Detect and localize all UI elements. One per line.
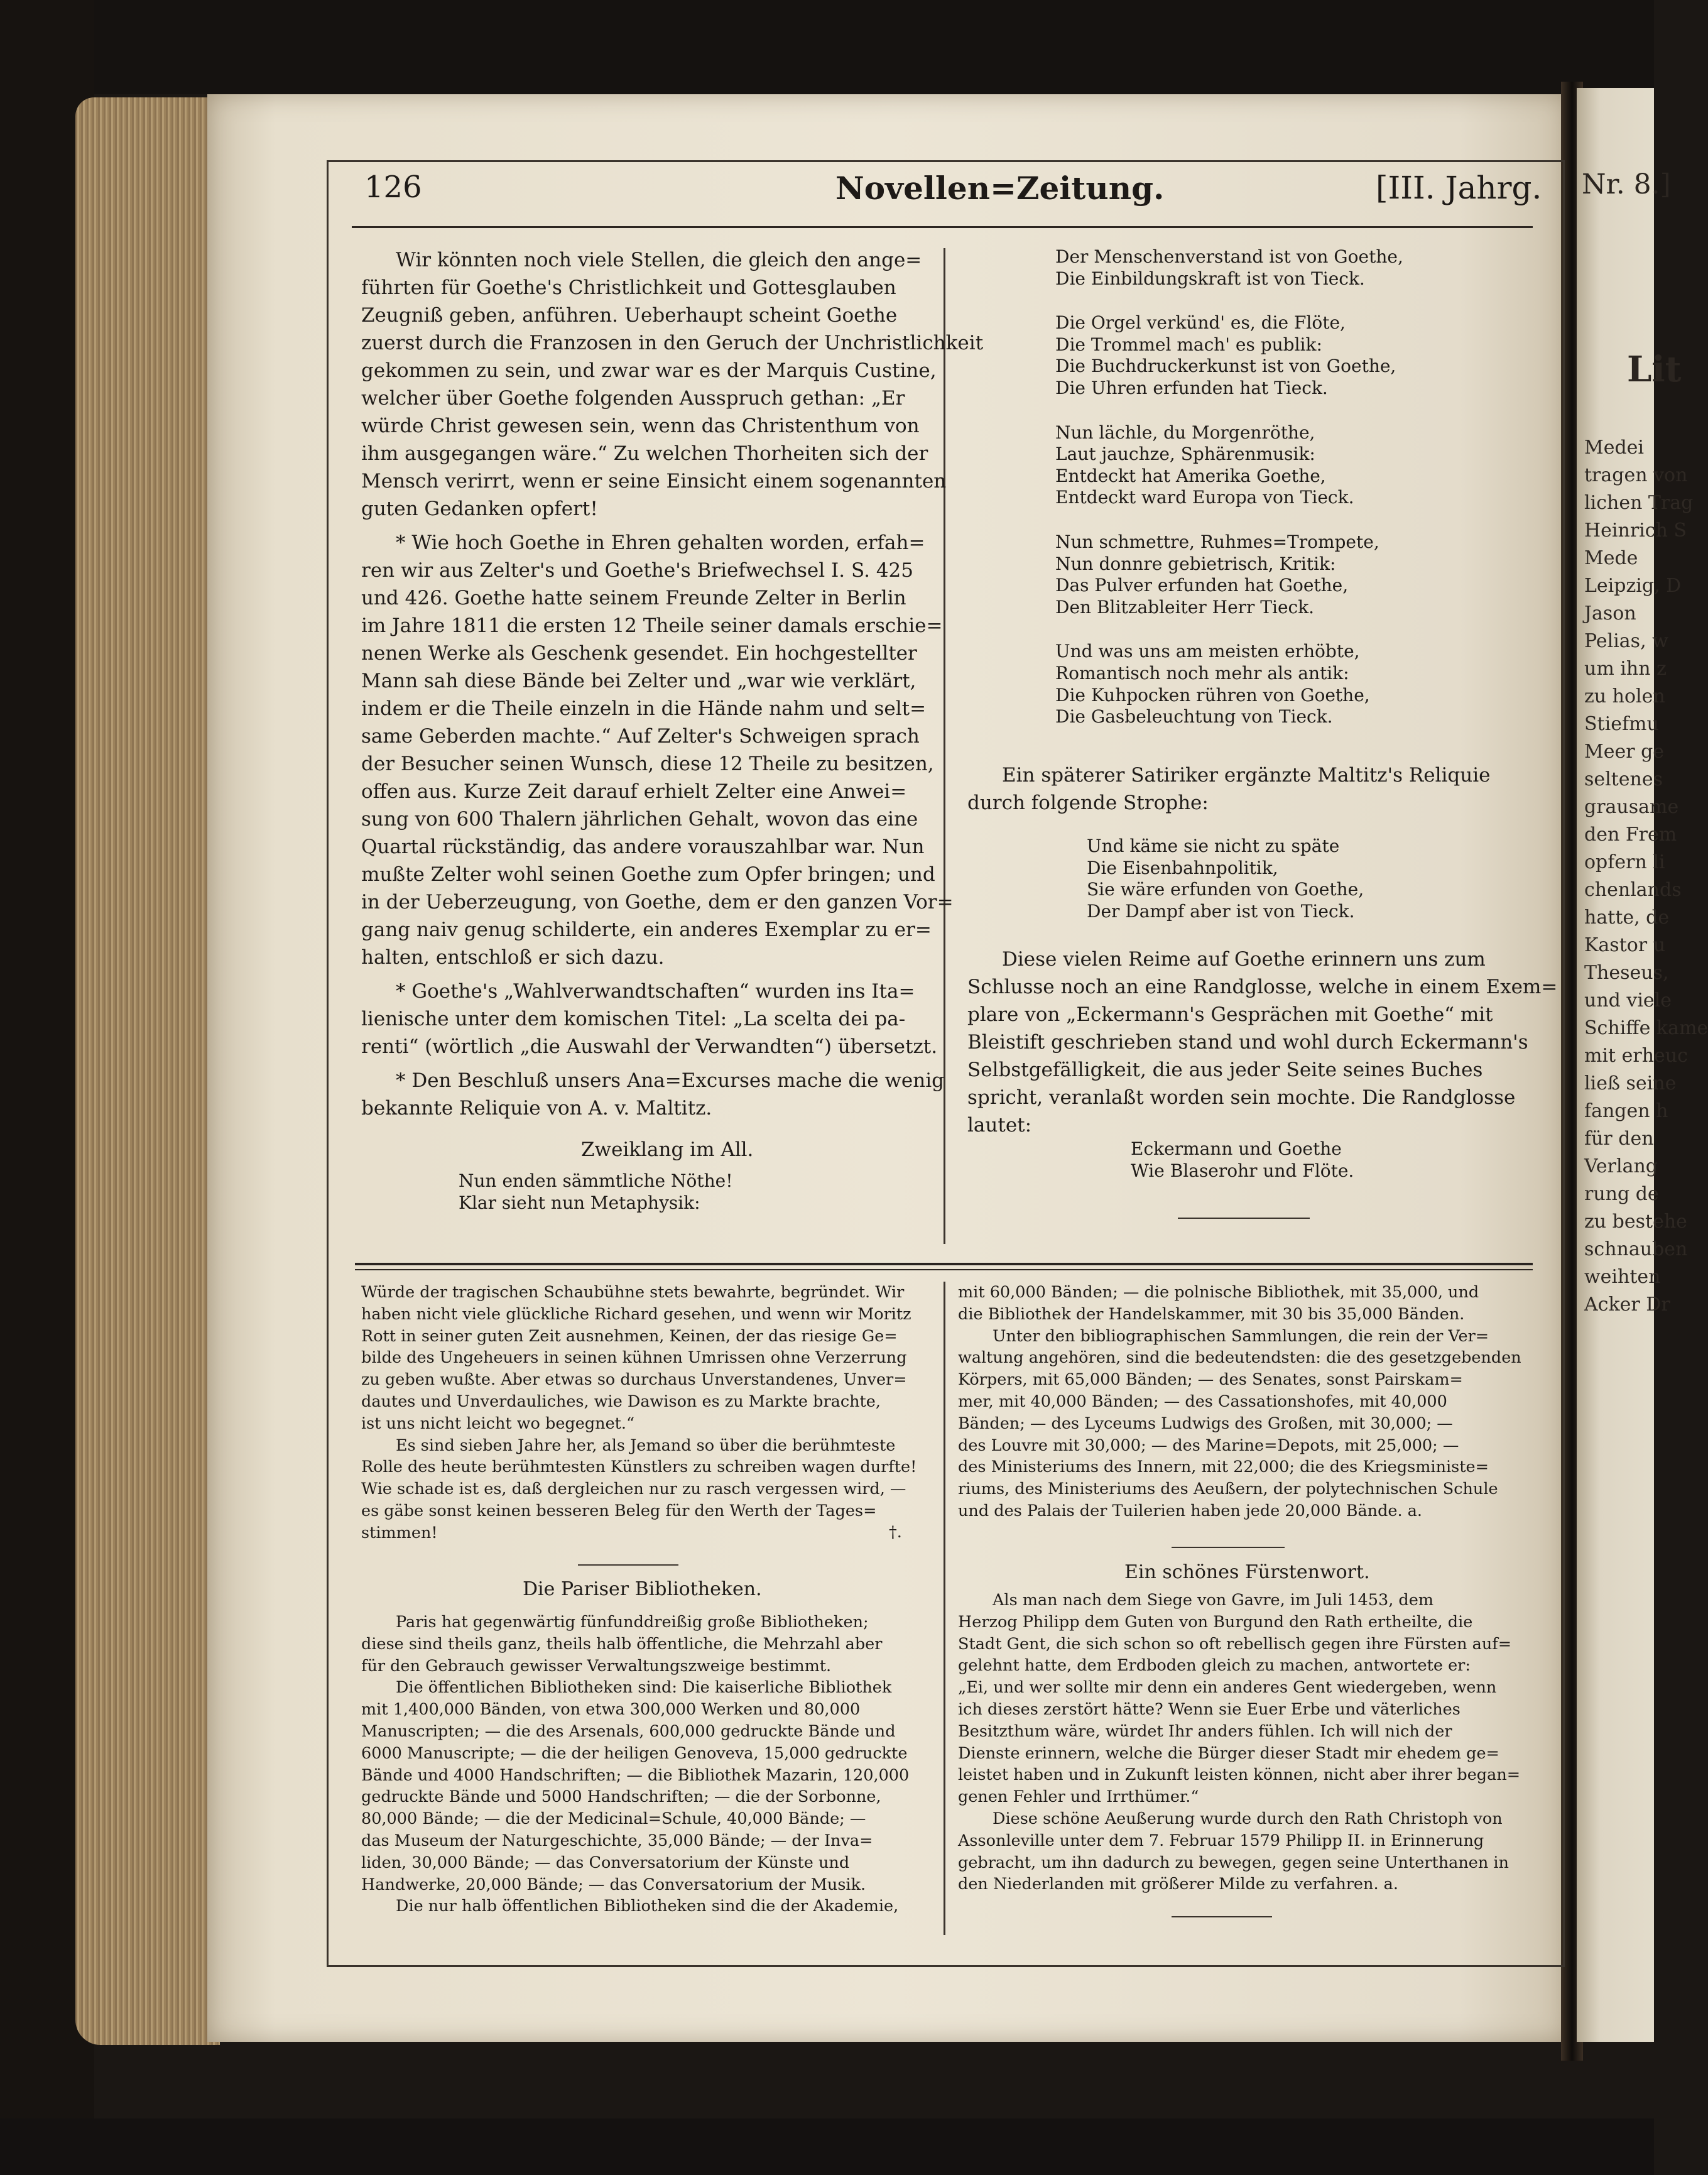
text-line: im Jahre 1811 die ersten 12 Theile seiner damals erschie= xyxy=(361,614,943,637)
next-page-text-fragment: Stiefmu xyxy=(1584,713,1659,735)
text-line: same Geberden machte.“ Auf Zelter's Schweigen sprach xyxy=(361,725,920,748)
text-line: Paris hat gegenwärtig fünfunddreißig große Bibliotheken; xyxy=(396,1613,869,1632)
text-line: Stadt Gent, die sich schon so oft rebellisch gegen ihre Fürsten auf= xyxy=(958,1634,1512,1654)
next-page-text-fragment: chenlands xyxy=(1584,879,1682,901)
text-line: Diese vielen Reime auf Goethe erinnern uns zum xyxy=(1002,948,1486,971)
next-page-text-fragment: zu holen xyxy=(1584,685,1665,707)
text-line: Schlusse noch an eine Randglosse, welche in einem Exem= xyxy=(967,976,1558,998)
text-line: gelehnt hatte, dem Erdboden gleich zu machen, antwortete er: xyxy=(958,1656,1471,1676)
text-line: Der Menschenverstand ist von Goethe, xyxy=(1055,246,1403,267)
poem-stanza xyxy=(1055,422,1403,509)
text-line: Mensch verirrt, wenn er seine Einsicht einem sogenannten xyxy=(361,470,947,493)
text-line: den Niederlanden mit größerer Milde zu verfahren. a. xyxy=(958,1875,1398,1894)
text-line: Die Buchdruckerkunst ist von Goethe, xyxy=(1055,356,1396,377)
text-line: Die Eisenbahnpolitik, xyxy=(1087,857,1278,878)
text-line: indem er die Theile einzeln in die Hände nahm und selt= xyxy=(361,697,927,720)
next-page-text-fragment: Verlang xyxy=(1584,1155,1658,1177)
right-bottom-column xyxy=(958,1282,1521,1522)
text-line: Wie Blaserohr und Flöte. xyxy=(1131,1160,1354,1181)
text-line: sung von 600 Thalern jährlichen Gehalt, wovon das eine xyxy=(361,808,918,831)
text-line: Nun enden sämmtliche Nöthe! xyxy=(459,1170,733,1191)
section-divider xyxy=(355,1263,1533,1265)
text-line: Und was uns am meisten erhöbte, xyxy=(1055,641,1360,662)
text-line: und des Palais der Tuilerien haben jede 20,000 Bände. a. xyxy=(958,1501,1423,1520)
text-line: Den Blitzableiter Herr Tieck. xyxy=(1055,596,1315,618)
next-page-text-fragment: fangen h xyxy=(1584,1100,1668,1122)
text-line: Rolle des heute berühmtesten Künstlers zu schreiben wagen durfte! xyxy=(361,1458,917,1477)
text-line: * Goethe's „Wahlverwandtschaften“ wurden ins Ita= xyxy=(396,980,915,1003)
next-page-text-fragment: für den xyxy=(1584,1128,1654,1150)
left-top-column xyxy=(361,246,983,1214)
text-line: Eckermann und Goethe xyxy=(1131,1138,1342,1159)
text-line: Die Einbildungskraft ist von Tieck. xyxy=(1055,268,1365,289)
text-line: offen aus. Kurze Zeit darauf erhielt Zelter eine Anwei= xyxy=(361,780,907,803)
text-line: durch folgende Strophe: xyxy=(967,792,1209,814)
text-line: renti“ (wörtlich „die Auswahl der Verwandten“) übersetzt. xyxy=(361,1035,938,1058)
text-line: würde Christ gewesen sein, wenn das Christenthum von xyxy=(361,415,920,437)
next-page-header: Nr. 8.] xyxy=(1582,168,1671,200)
next-page-text-fragment: Kastor u xyxy=(1584,934,1666,956)
ornament-rule xyxy=(1172,1916,1272,1917)
section-heading: Ein schönes Fürstenwort. xyxy=(1124,1561,1370,1583)
text-line: Bänden; — des Lyceums Ludwigs des Großen, mit 30,000; — xyxy=(958,1414,1453,1433)
left-paragraph xyxy=(361,978,983,1060)
backdrop xyxy=(0,0,1654,94)
text-line: „Ei, und wer sollte mir denn ein anderes Gent wiedergeben, wenn xyxy=(958,1678,1497,1698)
text-line: gekommen zu sein, und zwar war es der Marquis Custine, xyxy=(361,359,937,382)
next-page-text-fragment: um ihn z xyxy=(1584,658,1667,680)
text-line: Manuscripten; — die des Arsenals, 600,000 gedruckte Bände und xyxy=(361,1721,896,1741)
page-title: Novellen=Zeitung. xyxy=(835,170,1165,207)
text-line: Bände und 4000 Handschriften; — die Bibliothek Mazarin, 120,000 xyxy=(361,1765,910,1785)
next-page-text-fragment: Heinrich S xyxy=(1584,520,1687,542)
next-page-text-fragment: tragen von xyxy=(1584,464,1688,486)
text-line: Das Pulver erfunden hat Goethe, xyxy=(1055,575,1349,596)
text-line: lautet: xyxy=(967,1114,1032,1137)
right-top-poem xyxy=(1055,246,1403,728)
poem-stanza xyxy=(1087,836,1364,922)
text-line: mußte Zelter wohl seinen Goethe zum Opfer bringen; und xyxy=(361,863,935,886)
next-page-text-fragment: Jason xyxy=(1584,602,1636,624)
next-page-text-fragment: Medei xyxy=(1584,437,1645,459)
text-line: spricht, veranlaßt worden sein mochte. Die Randglosse xyxy=(967,1086,1516,1109)
header-rule xyxy=(352,226,1533,228)
next-page-text-fragment: Theseus, xyxy=(1584,962,1669,984)
section-divider-thin xyxy=(355,1269,1533,1270)
text-line: liden, 30,000 Bände; — das Conversatorium der Künste und xyxy=(361,1853,850,1872)
text-line: waltung angehören, sind die bedeutendsten: die des gesetzgebenden xyxy=(958,1348,1521,1368)
text-line: Und käme sie nicht zu späte xyxy=(1087,836,1340,856)
next-page-text-fragment: zu bestehe xyxy=(1584,1211,1687,1233)
right-paragraph xyxy=(958,1589,1520,1808)
text-line: * Wie hoch Goethe in Ehren gehalten worden, erfah= xyxy=(396,531,925,554)
text-line: mer, mit 40,000 Bänden; — des Cassationshofes, mit 40,000 xyxy=(958,1392,1447,1411)
poem-stanza xyxy=(1055,531,1403,618)
text-line: welcher über Goethe folgenden Ausspruch gethan: „Er xyxy=(361,387,905,410)
text-line: riums, des Ministeriums des Aeußern, der polytechnischen Schule xyxy=(958,1480,1498,1499)
left-paragraph xyxy=(361,1282,917,1435)
text-line: Quartal rückständig, das andere vorauszahlbar war. Nun xyxy=(361,836,925,858)
text-line: führten für Goethe's Christlichkeit und Gottesglauben xyxy=(361,276,896,299)
text-line: Entdeckt hat Amerika Goethe, xyxy=(1055,465,1326,486)
text-line: Dienste erinnern, welche die Bürger dieser Stadt mir ehedem ge= xyxy=(958,1743,1499,1763)
text-line: Mann sah diese Bände bei Zelter und „war wie verklärt, xyxy=(361,670,917,692)
text-line: mit 60,000 Bänden; — die polnische Bibliothek, mit 35,000, und xyxy=(958,1283,1479,1302)
text-line: des Louvre mit 30,000; — des Marine=Depots, mit 25,000; — xyxy=(958,1436,1459,1455)
next-page-text-fragment: grausame xyxy=(1584,796,1679,818)
left-paragraph xyxy=(361,1677,909,1895)
text-line: ist uns nicht leicht wo begegnet.“ xyxy=(361,1414,635,1433)
text-line: Die Gasbeleuchtung von Tieck. xyxy=(1055,706,1333,728)
left-bottom-column xyxy=(361,1282,917,1544)
text-line: * Den Beschluß unsers Ana=Excurses mache die wenig xyxy=(396,1069,944,1092)
text-line: Als man nach dem Siege von Gavre, im Juli 1453, dem xyxy=(993,1591,1434,1610)
text-line: Körpers, mit 65,000 Bänden; — des Senates, sonst Pairskam= xyxy=(958,1370,1463,1390)
text-line: Nun donnre gebietrisch, Kritik: xyxy=(1055,553,1336,574)
text-line: Wie schade ist es, daß dergleichen nur zu rasch vergessen wird, — xyxy=(361,1480,906,1499)
text-line: Besitzthum wäre, würdet Ihr anders fühlen. Ich will nich der xyxy=(958,1721,1452,1741)
text-line: nenen Werke als Geschenk gesendet. Ein hochgestellter xyxy=(361,642,917,665)
next-page-text-fragment: und viele xyxy=(1584,989,1672,1011)
next-page-text-fragment: seltenes xyxy=(1584,768,1663,790)
next-page-text-fragment: rung de xyxy=(1584,1183,1659,1205)
text-line: 6000 Manuscripte; — die der heiligen Genoveva, 15,000 gedruckte xyxy=(361,1743,908,1763)
text-line: Entdeckt ward Europa von Tieck. xyxy=(1055,487,1354,508)
text-line: Romantisch noch mehr als antik: xyxy=(1055,662,1349,684)
left-paragraph xyxy=(361,1067,983,1122)
left-paragraph xyxy=(361,1435,917,1544)
text-line: Sie wäre erfunden von Goethe, xyxy=(1087,879,1364,900)
text-line: zuerst durch die Franzosen in den Geruch der Unchristlichkeit xyxy=(361,332,984,354)
next-page-text-fragment: schnauben xyxy=(1584,1238,1688,1260)
page-number: 126 xyxy=(364,170,422,205)
text-line: ren wir aus Zelter's und Goethe's Briefwechsel I. S. 425 xyxy=(361,559,914,582)
next-page-text-fragment: Leipzig, D xyxy=(1584,575,1682,597)
text-line: bekannte Reliquie von A. v. Maltitz. xyxy=(361,1097,712,1120)
next-page-text-fragment: Schiffe kame xyxy=(1584,1017,1708,1039)
next-page-text-fragment: opfern li xyxy=(1584,851,1665,873)
next-page-title: Lit xyxy=(1627,349,1682,390)
text-line: Assonleville unter dem 7. Februar 1579 Philipp II. in Erinnerung xyxy=(958,1831,1484,1850)
poem-stanza xyxy=(1055,312,1403,399)
text-line: Die Trommel mach' es publik: xyxy=(1055,334,1322,355)
text-line: für den Gebrauch gewisser Verwaltungszweige bestimmt. xyxy=(361,1656,832,1676)
backdrop-bottom xyxy=(0,2118,1654,2175)
poem-stanza xyxy=(1055,246,1403,290)
signature: †. xyxy=(889,1523,902,1542)
next-page-text-fragment: den Frem xyxy=(1584,824,1677,846)
poem-lines xyxy=(361,1170,983,1214)
text-line: gebracht, um ihn dadurch zu bewegen, gegen seine Unterthanen in xyxy=(958,1853,1509,1872)
text-line: haben nicht viele glückliche Richard gesehen, und wenn wir Moritz xyxy=(361,1304,911,1324)
next-page-text-fragment: Acker Dr xyxy=(1584,1294,1670,1316)
next-page-text-fragment: lichen Trag xyxy=(1584,492,1694,514)
text-line: Laut jauchze, Sphärenmusik: xyxy=(1055,444,1315,465)
text-line: in der Ueberzeugung, von Goethe, dem er den ganzen Vor= xyxy=(361,891,954,913)
poem-stanza xyxy=(1055,641,1403,728)
text-line: halten, entschloß er sich dazu. xyxy=(361,946,665,969)
text-line: guten Gedanken opfert! xyxy=(361,498,598,520)
next-page-text-fragment: ließ seine xyxy=(1584,1072,1677,1094)
text-line: das Museum der Naturgeschichte, 35,000 Bände; — der Inva= xyxy=(361,1831,873,1850)
left-bottom-column-2 xyxy=(361,1611,909,1917)
text-line: Handwerke, 20,000 Bände; — das Conversatorium der Musik. xyxy=(361,1875,866,1894)
text-line: Unter den bibliographischen Sammlungen, die rein der Ver= xyxy=(993,1326,1489,1346)
text-line: Rott in seiner guten Zeit ausnehmen, Keinen, der das riesige Ge= xyxy=(361,1326,898,1346)
text-line: 80,000 Bände; — die der Medicinal=Schule, 40,000 Bände; — xyxy=(361,1809,866,1829)
right-paragraph xyxy=(967,946,1557,1139)
text-line: dautes und Unverdauliches, wie Dawison es zu Markte brachte, xyxy=(361,1392,881,1411)
left-paragraph xyxy=(361,1611,909,1677)
left-paragraph xyxy=(361,529,983,971)
text-line: es gäbe sonst keinen besseren Beleg für den Werth der Tages= xyxy=(361,1501,877,1520)
text-line: der Besucher seinen Wunsch, diese 12 Theile zu besitzen, xyxy=(361,753,934,775)
text-line: Die öffentlichen Bibliotheken sind: Die kaiserliche Bibliothek xyxy=(396,1678,892,1698)
text-line: Die Uhren erfunden hat Tieck. xyxy=(1055,377,1328,398)
next-page-fragment xyxy=(1577,88,1708,2042)
text-line: plare von „Eckermann's Gesprächen mit Goethe“ mit xyxy=(967,1003,1493,1026)
ornament-rule xyxy=(1172,1547,1285,1548)
text-line: genen Fehler und Irrthümer.“ xyxy=(958,1787,1199,1807)
text-line: Nun lächle, du Morgenröthe, xyxy=(1055,422,1315,443)
left-paragraph xyxy=(361,246,983,523)
text-line: Herzog Philipp dem Guten von Burgund den Rath ertheilte, die xyxy=(958,1612,1473,1632)
next-page-text-fragment: mit erheuc xyxy=(1584,1045,1688,1067)
volume-label: [III. Jahrg. xyxy=(1376,170,1542,206)
text-line: Bleistift geschrieben stand und wohl durch Eckermann's xyxy=(967,1031,1528,1054)
left-paragraph xyxy=(361,1895,909,1917)
text-line: lienische unter dem komischen Titel: „La scelta dei pa- xyxy=(361,1008,906,1030)
text-line: und 426. Goethe hatte seinem Freunde Zelter in Berlin xyxy=(361,587,906,609)
book-page-edges xyxy=(75,97,220,2045)
right-paragraph xyxy=(958,1326,1521,1522)
ornament-rule xyxy=(1178,1218,1310,1219)
text-line: des Ministeriums des Innern, mit 22,000; die des Kriegsministe= xyxy=(958,1458,1489,1477)
text-line: Ein späterer Satiriker ergänzte Maltitz's Reliquie xyxy=(1002,764,1491,787)
text-line: stimmen! xyxy=(361,1523,438,1542)
text-line: Selbstgefälligkeit, die aus jeder Seite seines Buches xyxy=(967,1059,1483,1081)
next-page-text-fragment: Mede xyxy=(1584,547,1638,569)
text-line: Der Dampf aber ist von Tieck. xyxy=(1087,900,1355,922)
right-paragraph xyxy=(967,761,1490,817)
text-line: Die Kuhpocken rühren von Goethe, xyxy=(1055,684,1370,706)
next-page-text-fragment: hatte, de xyxy=(1584,907,1670,929)
text-line: die Bibliothek der Handelskammer, mit 30 bis 35,000 Bänden. xyxy=(958,1304,1465,1324)
section-heading: Die Pariser Bibliotheken. xyxy=(523,1578,762,1600)
text-line: Diese schöne Aeußerung wurde durch den Rath Christoph von xyxy=(993,1809,1503,1828)
ornament-rule xyxy=(578,1564,678,1566)
text-line: diese sind theils ganz, theils halb öffentliche, die Mehrzahl aber xyxy=(361,1634,883,1654)
text-line: zu geben wußte. Aber etwas so durchaus Unverstandenes, Unver= xyxy=(361,1370,907,1390)
text-line: Es sind sieben Jahre her, als Jemand so über die berühmteste xyxy=(396,1436,896,1455)
text-line: ihm ausgegangen wäre.“ Zu welchen Thorheiten sich der xyxy=(361,442,928,465)
text-line: gang naiv genug schilderte, ein anderes Exemplar zu er= xyxy=(361,919,932,941)
text-line: bilde des Ungeheuers in seinen kühnen Umrissen ohne Verzerrung xyxy=(361,1348,907,1368)
text-line: Wir könnten noch viele Stellen, die gleich den ange= xyxy=(396,249,922,271)
text-line: Würde der tragischen Schaubühne stets bewahrte, begründet. Wir xyxy=(361,1283,905,1302)
text-line: leistet haben und in Zukunft leisten können, nicht aber ihrer began= xyxy=(958,1765,1521,1785)
text-line: mit 1,400,000 Bänden, von etwa 300,000 Werken und 80,000 xyxy=(361,1700,861,1720)
next-page-text-fragment: weihten xyxy=(1584,1266,1661,1288)
column-divider-lower xyxy=(944,1282,945,1935)
text-line: Zeugniß geben, anführen. Ueberhaupt scheint Goethe xyxy=(361,304,898,327)
text-line: Die Orgel verkünd' es, die Flöte, xyxy=(1055,312,1346,334)
right-paragraph xyxy=(958,1808,1520,1895)
text-line: Klar sieht nun Metaphysik: xyxy=(459,1192,700,1213)
text-line: gedruckte Bände und 5000 Handschriften; — die der Sorbonne, xyxy=(361,1787,881,1807)
right-bottom-column-2 xyxy=(958,1589,1520,1895)
text-line: Nun schmettre, Ruhmes=Trompete, xyxy=(1055,531,1379,552)
poem-title: Zweiklang im All. xyxy=(581,1138,754,1161)
text-line: ich dieses zerstört hätte? Wenn sie Euer Erbe und väterliches xyxy=(958,1699,1461,1719)
next-page-text-fragment: Meer ge xyxy=(1584,741,1665,763)
marginal-gloss xyxy=(1131,1138,1354,1182)
next-page-text-fragment: Pelias, w xyxy=(1584,630,1668,652)
right-paragraph xyxy=(958,1282,1521,1326)
text-line: Die nur halb öffentlichen Bibliotheken sind die der Akademie, xyxy=(396,1897,899,1916)
